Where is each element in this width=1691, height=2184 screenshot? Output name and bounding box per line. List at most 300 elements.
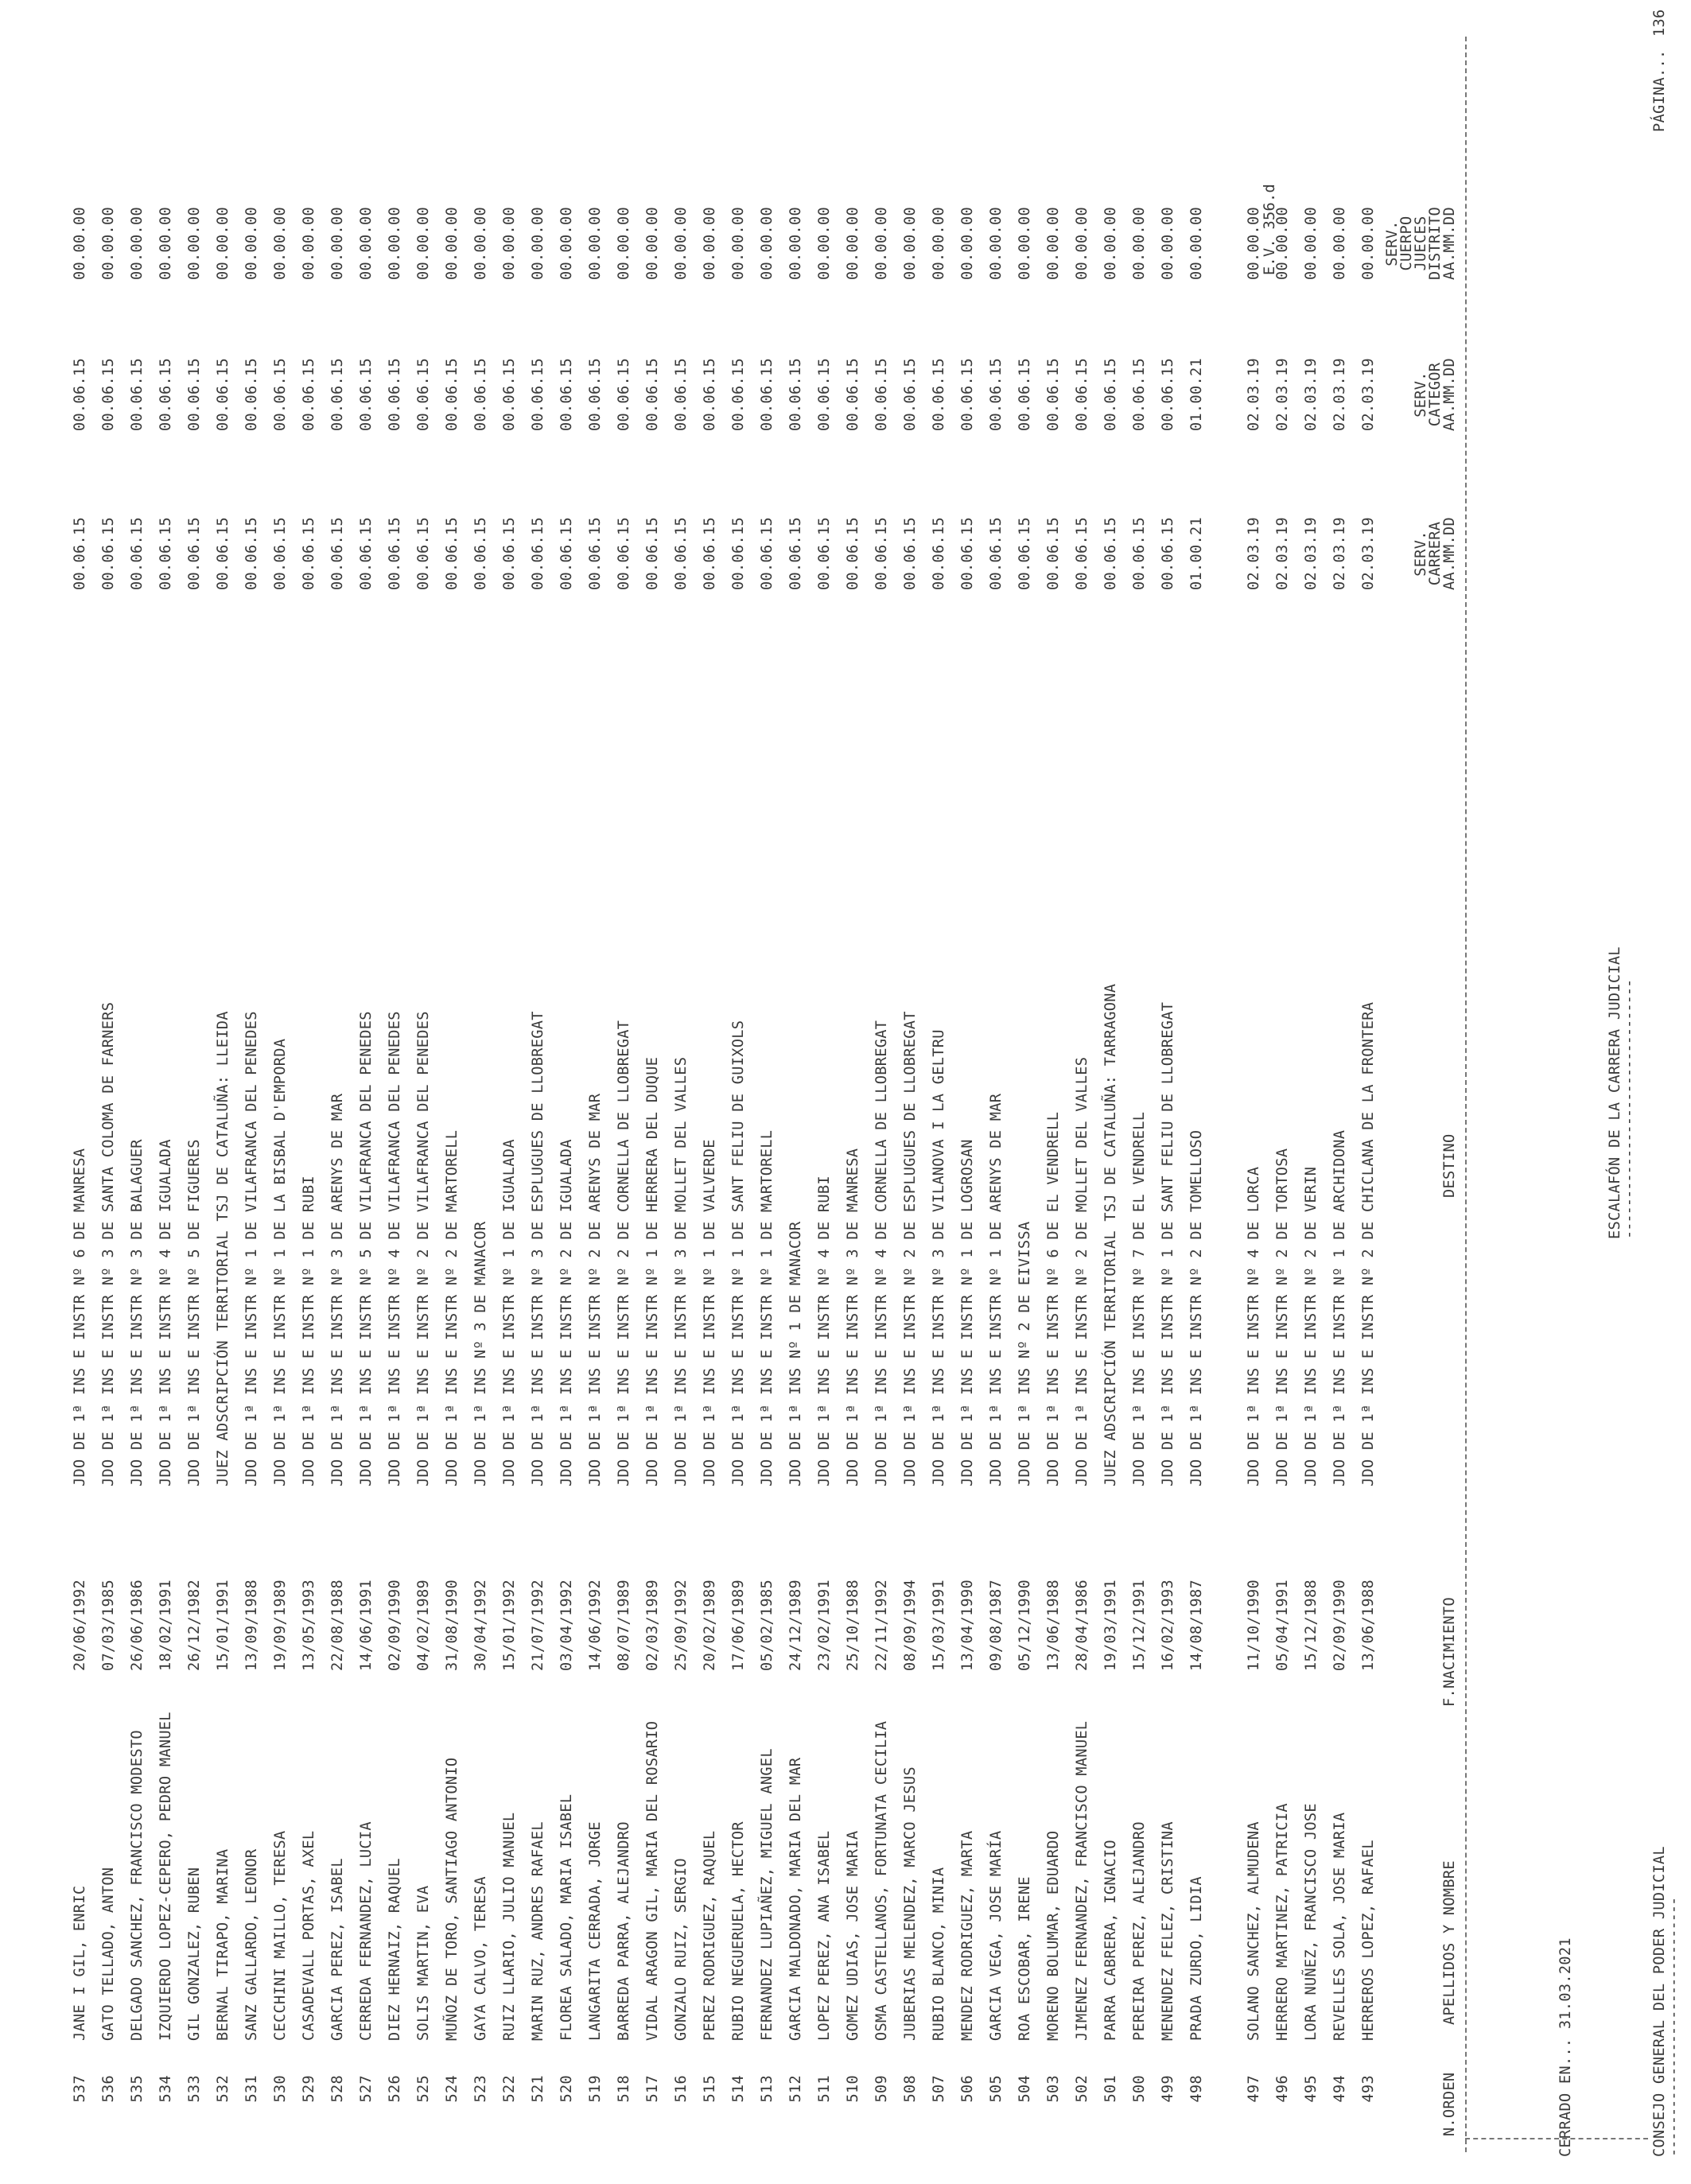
table-row <box>444 0 472 2184</box>
fnac-cell: 17/06/1989 <box>730 1580 747 1671</box>
destino-cell: JUEZ ADSCRIPCIÓN TERRITORIAL TSJ DE CATALUÑA: TARRAGONA <box>1102 983 1119 1486</box>
fnac-cell: 07/03/1985 <box>100 1580 117 1671</box>
destino-cell: JDO DE 1ª INS E INSTR Nº 4 DE CORNELLA DE LLOBREGAT <box>873 1020 890 1486</box>
table-row <box>415 0 444 2184</box>
orden-cell: 516 <box>673 2075 690 2103</box>
destino-cell: JDO DE 1ª INS E INSTR Nº 3 DE MANRESA <box>845 1148 861 1486</box>
table-row <box>1331 0 1360 2184</box>
nombre-cell: OSMA CASTELLANOS, FORTUNATA CECILIA <box>873 1720 890 2041</box>
serv-carrera-cell: 00.06.15 <box>816 517 833 590</box>
table-row <box>1131 0 1160 2184</box>
nombre-cell: SANZ GALLARDO, LEONOR <box>243 1848 260 2041</box>
fnac-cell: 26/12/1982 <box>186 1580 203 1671</box>
destino-cell: JDO DE 1ª INS E INSTR Nº 6 DE EL VENDRELL <box>1045 1111 1062 1486</box>
serv-carrera-cell: 00.06.15 <box>387 517 403 590</box>
serv-carrera-cell: 00.06.15 <box>1102 517 1119 590</box>
serv-categor-cell: 00.06.15 <box>530 358 546 431</box>
serv-categor-cell: 00.06.15 <box>472 358 489 431</box>
table-row <box>845 0 873 2184</box>
serv-categor-cell: 01.00.21 <box>1188 358 1205 431</box>
orden-cell: 503 <box>1045 2075 1062 2103</box>
destino-cell: JDO DE 1ª INS E INSTR Nº 6 DE MANRESA <box>72 1148 88 1486</box>
table-row <box>358 0 387 2184</box>
destino-cell: JDO DE 1ª INS E INSTR Nº 2 DE CHICLANA DE LA FRONTERA <box>1360 1001 1377 1486</box>
destino-cell: JDO DE 1ª INS E INSTR Nº 4 DE RUBI <box>816 1176 833 1486</box>
title-rule: -------------------------------- <box>1621 979 1638 1239</box>
serv-carrera-cell: 00.06.15 <box>873 517 890 590</box>
nombre-cell: HERREROS LOPEZ, RAFAEL <box>1360 1840 1377 2041</box>
nombre-cell: BARREDA PARRA, ALEJANDRO <box>616 1821 632 2041</box>
fnac-cell: 14/08/1987 <box>1188 1580 1205 1671</box>
serv-categor-cell: 00.06.15 <box>444 358 461 431</box>
col-header-destino: DESTINO <box>1441 1133 1458 1198</box>
orden-cell: 499 <box>1160 2075 1176 2103</box>
nombre-cell: MARIN RUZ, ANDRES RAFAEL <box>530 1821 546 2041</box>
serv-categor-cell: 00.06.15 <box>1131 358 1148 431</box>
orden-cell: 529 <box>301 2075 317 2103</box>
serv-cuerpo-cell: 00.00.00 <box>759 207 776 280</box>
destino-cell: JDO DE 1ª INS E INSTR Nº 3 DE SANTA COLOMA DE FARNERS <box>100 1001 117 1486</box>
destino-cell: JDO DE 1ª INS E INSTR Nº 2 DE MARTORELL <box>444 1129 461 1486</box>
nombre-cell: JANE I GIL, ENRIC <box>72 1885 88 2041</box>
destino-cell: JDO DE 1ª INS E INSTR Nº 1 DE VALVERDE <box>702 1139 718 1486</box>
col-header-cuerpo-4: DISTRITO <box>1427 207 1444 280</box>
fnac-cell: 05/02/1985 <box>759 1580 776 1671</box>
serv-cuerpo-cell: 00.00.00 <box>72 207 88 280</box>
table-row <box>157 0 186 2184</box>
serv-categor-cell: 00.06.15 <box>759 358 776 431</box>
row-note: E.V. 356.d <box>1261 184 1278 275</box>
orden-cell: 531 <box>243 2075 260 2103</box>
serv-cuerpo-cell: 00.00.00 <box>959 207 976 280</box>
destino-cell: JDO DE 1ª INS E INSTR Nº 1 DE MARTORELL <box>759 1129 776 1486</box>
destino-cell: JDO DE 1ª INS Nº 2 DE EIVISSA <box>1017 1221 1033 1486</box>
serv-carrera-cell: 00.06.15 <box>358 517 375 590</box>
table-row <box>1360 0 1389 2184</box>
serv-carrera-cell: 02.03.19 <box>1274 517 1291 590</box>
serv-categor-cell: 00.06.15 <box>845 358 861 431</box>
fnac-cell: 03/04/1992 <box>558 1580 575 1671</box>
destino-cell: JDO DE 1ª INS E INSTR Nº 4 DE VILAFRANCA DEL PENEDES <box>387 1011 403 1486</box>
table-row <box>873 0 902 2184</box>
serv-carrera-cell: 00.06.15 <box>616 517 632 590</box>
serv-categor-cell: 00.06.15 <box>558 358 575 431</box>
table-row <box>931 0 959 2184</box>
destino-cell: JDO DE 1ª INS E INSTR Nº 1 DE SANT FELIU DE LLOBREGAT <box>1160 1001 1176 1486</box>
orden-cell: 505 <box>988 2075 1005 2103</box>
serv-cuerpo-cell: 00.00.00 <box>415 207 432 280</box>
serv-cuerpo-cell: 00.00.00 <box>988 207 1005 280</box>
serv-carrera-cell: 01.00.21 <box>1188 517 1205 590</box>
nombre-cell: ROA ESCOBAR, IRENE <box>1017 1876 1033 2041</box>
orden-cell: 520 <box>558 2075 575 2103</box>
page-label: PÁGINA... <box>1651 49 1668 132</box>
nombre-cell: CECCHINI MAILLO, TERESA <box>272 1830 289 2041</box>
serv-cuerpo-cell: 00.00.00 <box>558 207 575 280</box>
nombre-cell: GARCIA VEGA, JOSE MARÍA <box>988 1830 1005 2041</box>
nombre-cell: MENDEZ RODRIGUEZ, MARTA <box>959 1830 976 2041</box>
closed-date: CERRADO EN... 31.03.2021 <box>1557 1937 1574 2157</box>
serv-cuerpo-cell: 00.00.00 <box>301 207 317 280</box>
nombre-cell: FLOREA SALADO, MARIA ISABEL <box>558 1793 575 2041</box>
serv-cuerpo-cell: 00.00.00 <box>902 207 919 280</box>
orden-cell: 501 <box>1102 2075 1119 2103</box>
serv-cuerpo-cell: 00.00.00 <box>1303 207 1320 280</box>
serv-carrera-cell: 00.06.15 <box>272 517 289 590</box>
destino-cell: JDO DE 1ª INS Nº 3 DE MANACOR <box>472 1221 489 1486</box>
org-name: CONSEJO GENERAL DEL PODER JUDICIAL <box>1651 1846 1668 2157</box>
document-title: ESCALAFÓN DE LA CARRERA JUDICIAL <box>1607 946 1623 1239</box>
destino-cell: JDO DE 1ª INS E INSTR Nº 3 DE BALAGUER <box>129 1139 146 1486</box>
orden-cell: 527 <box>358 2075 375 2103</box>
orden-cell: 508 <box>902 2075 919 2103</box>
fnac-cell: 15/01/1992 <box>501 1580 518 1671</box>
serv-carrera-cell: 00.06.15 <box>129 517 146 590</box>
nombre-cell: LANGARITA CERRADA, JORGE <box>587 1821 604 2041</box>
serv-cuerpo-cell: 00.00.00 <box>702 207 718 280</box>
serv-cuerpo-cell: 00.00.00 <box>243 207 260 280</box>
table-row <box>501 0 530 2184</box>
table-row <box>186 0 215 2184</box>
orden-cell: 504 <box>1017 2075 1033 2103</box>
orden-cell: 506 <box>959 2075 976 2103</box>
serv-carrera-cell: 02.03.19 <box>1331 517 1348 590</box>
table-row <box>472 0 501 2184</box>
serv-cuerpo-cell: 00.00.00 <box>845 207 861 280</box>
serv-cuerpo-cell: 00.00.00 <box>816 207 833 280</box>
fnac-cell: 02/03/1989 <box>644 1580 661 1671</box>
serv-categor-cell: 00.06.15 <box>129 358 146 431</box>
nombre-cell: MORENO BOLUMAR, EDUARDO <box>1045 1830 1062 2041</box>
fnac-cell: 19/09/1989 <box>272 1580 289 1671</box>
fnac-cell: 13/06/1988 <box>1360 1580 1377 1671</box>
destino-cell: JDO DE 1ª INS E INSTR Nº 1 DE SANT FELIU DE GUIXOLS <box>730 1020 747 1486</box>
fnac-cell: 08/07/1989 <box>616 1580 632 1671</box>
serv-cuerpo-cell: 00.00.00 <box>215 207 231 280</box>
destino-cell: JDO DE 1ª INS E INSTR Nº 3 DE VILANOVA I LA GELTRU <box>931 1029 947 1486</box>
serv-carrera-cell: 00.06.15 <box>673 517 690 590</box>
serv-cuerpo-cell: 00.00.00 <box>329 207 346 280</box>
serv-categor-cell: 00.06.15 <box>1102 358 1119 431</box>
orden-cell: 534 <box>157 2075 174 2103</box>
nombre-cell: JIMENEZ FERNANDEZ, FRANCISCO MANUEL <box>1074 1720 1090 2041</box>
serv-cuerpo-cell: 00.00.00 <box>673 207 690 280</box>
table-row <box>759 0 787 2184</box>
fnac-cell: 09/08/1987 <box>988 1580 1005 1671</box>
serv-categor-cell: 02.03.19 <box>1274 358 1291 431</box>
header-separator <box>1465 37 1467 2152</box>
serv-cuerpo-cell: 00.00.00 <box>272 207 289 280</box>
serv-carrera-cell: 02.03.19 <box>1246 517 1262 590</box>
table-row <box>1017 0 1045 2184</box>
serv-categor-cell: 00.06.15 <box>329 358 346 431</box>
destino-cell: JDO DE 1ª INS E INSTR Nº 1 DE ARENYS DE MAR <box>988 1093 1005 1486</box>
table-row <box>787 0 816 2184</box>
orden-cell: 537 <box>72 2075 88 2103</box>
fnac-cell: 11/10/1990 <box>1246 1580 1262 1671</box>
destino-cell: JDO DE 1ª INS E INSTR Nº 1 DE ARCHIDONA <box>1331 1129 1348 1486</box>
serv-categor-cell: 00.06.15 <box>873 358 890 431</box>
serv-categor-cell: 00.06.15 <box>902 358 919 431</box>
orden-cell: 510 <box>845 2075 861 2103</box>
nombre-cell: GARCIA MALDONADO, MARIA DEL MAR <box>787 1757 804 2041</box>
destino-cell: JDO DE 1ª INS E INSTR Nº 2 DE IGUALADA <box>558 1139 575 1486</box>
fnac-cell: 25/09/1992 <box>673 1580 690 1671</box>
table-row <box>816 0 845 2184</box>
serv-cuerpo-cell: 00.00.00 <box>100 207 117 280</box>
serv-cuerpo-cell: 00.00.00 <box>501 207 518 280</box>
serv-cuerpo-cell: 00.00.00 <box>1160 207 1176 280</box>
col-header-cuerpo-2: CUERPO <box>1398 216 1415 271</box>
destino-cell: JDO DE 1ª INS E INSTR Nº 5 DE VILAFRANCA DEL PENEDES <box>358 1011 375 1486</box>
table-row <box>1274 0 1303 2184</box>
table-row <box>301 0 329 2184</box>
table-row <box>129 0 157 2184</box>
nombre-cell: MUÑOZ DE TORO, SANTIAGO ANTONIO <box>444 1757 461 2041</box>
destino-cell: JDO DE 1ª INS E INSTR Nº 2 DE MOLLET DEL VALLES <box>1074 1056 1090 1486</box>
destino-cell: JDO DE 1ª INS E INSTR Nº 1 DE HERRERA DEL DUQUE <box>644 1056 661 1486</box>
destino-cell: JDO DE 1ª INS E INSTR Nº 5 DE FIGUERES <box>186 1139 203 1486</box>
col-header-cuerpo-1: SERV. <box>1384 220 1401 266</box>
nombre-cell: DELGADO SANCHEZ, FRANCISCO MODESTO <box>129 1730 146 2041</box>
serv-carrera-cell: 00.06.15 <box>702 517 718 590</box>
serv-categor-cell: 00.06.15 <box>988 358 1005 431</box>
fnac-cell: 22/08/1988 <box>329 1580 346 1671</box>
table-row <box>702 0 730 2184</box>
destino-cell: JDO DE 1ª INS E INSTR Nº 1 DE LOGROSAN <box>959 1139 976 1486</box>
serv-categor-cell: 00.06.15 <box>272 358 289 431</box>
col-header-fnac: F.NACIMIENTO <box>1441 1597 1458 1707</box>
orden-cell: 535 <box>129 2075 146 2103</box>
serv-cuerpo-cell: 00.00.00 <box>1274 207 1291 280</box>
nombre-cell: GONZALO RUIZ, SERGIO <box>673 1858 690 2041</box>
fnac-cell: 15/01/1991 <box>215 1580 231 1671</box>
fnac-cell: 20/02/1989 <box>702 1580 718 1671</box>
fnac-cell: 13/04/1990 <box>959 1580 976 1671</box>
serv-carrera-cell: 00.06.15 <box>1160 517 1176 590</box>
col-header-cuerpo-3: JUECES <box>1413 216 1429 271</box>
table-row <box>100 0 129 2184</box>
serv-carrera-cell: 00.06.15 <box>301 517 317 590</box>
fnac-cell: 05/04/1991 <box>1274 1580 1291 1671</box>
table-row <box>530 0 558 2184</box>
table-row <box>959 0 988 2184</box>
table-row <box>1045 0 1074 2184</box>
nombre-cell: JUBERIAS MELENDEZ, MARCO JESUS <box>902 1766 919 2041</box>
serv-carrera-cell: 00.06.15 <box>100 517 117 590</box>
table-row <box>243 0 272 2184</box>
serv-cuerpo-cell: 00.00.00 <box>787 207 804 280</box>
destino-cell: JDO DE 1ª INS E INSTR Nº 4 DE LORCA <box>1246 1166 1262 1486</box>
fnac-cell: 02/09/1990 <box>387 1580 403 1671</box>
table-row <box>272 0 301 2184</box>
fnac-cell: 02/09/1990 <box>1331 1580 1348 1671</box>
serv-cuerpo-cell: 00.00.00 <box>644 207 661 280</box>
serv-carrera-cell: 00.06.15 <box>243 517 260 590</box>
serv-categor-cell: 00.06.15 <box>301 358 317 431</box>
destino-cell: JDO DE 1ª INS E INSTR Nº 1 DE RUBI <box>301 1176 317 1486</box>
serv-carrera-cell: 00.06.15 <box>902 517 919 590</box>
serv-cuerpo-cell: 00.00.00 <box>387 207 403 280</box>
orden-cell: 536 <box>100 2075 117 2103</box>
fnac-cell: 13/05/1993 <box>301 1580 317 1671</box>
col-header-orden: N.ORDEN <box>1441 2072 1458 2136</box>
fnac-cell: 19/03/1991 <box>1102 1580 1119 1671</box>
destino-cell: JDO DE 1ª INS E INSTR Nº 2 DE ARENYS DE MAR <box>587 1093 604 1486</box>
serv-cuerpo-cell: 00.00.00 <box>873 207 890 280</box>
serv-carrera-cell: 00.06.15 <box>845 517 861 590</box>
orden-cell: 521 <box>530 2075 546 2103</box>
serv-cuerpo-cell: 00.00.00 <box>530 207 546 280</box>
org-rule: -------------------------------- <box>1666 1897 1682 2157</box>
serv-categor-cell: 00.06.15 <box>959 358 976 431</box>
destino-cell: JDO DE 1ª INS E INSTR Nº 2 DE TOMELLOSO <box>1188 1129 1205 1486</box>
serv-cuerpo-cell: 00.00.00 <box>1131 207 1148 280</box>
nombre-cell: LORA NUÑEZ, FRANCISCO JOSE <box>1303 1803 1320 2041</box>
serv-carrera-cell: 00.06.15 <box>1045 517 1062 590</box>
orden-cell: 524 <box>444 2075 461 2103</box>
serv-cuerpo-cell: 00.00.00 <box>1102 207 1119 280</box>
serv-carrera-cell: 00.06.15 <box>186 517 203 590</box>
serv-categor-cell: 00.06.15 <box>787 358 804 431</box>
orden-cell: 519 <box>587 2075 604 2103</box>
serv-carrera-cell: 00.06.15 <box>215 517 231 590</box>
orden-cell: 494 <box>1331 2075 1348 2103</box>
nombre-cell: IZQUIERDO LOPEZ-CEPERO, PEDRO MANUEL <box>157 1712 174 2041</box>
nombre-cell: RUBIO NEGUERUELA, HECTOR <box>730 1821 747 2041</box>
table-row <box>587 0 616 2184</box>
fnac-cell: 25/10/1988 <box>845 1580 861 1671</box>
destino-cell: JDO DE 1ª INS E INSTR Nº 3 DE ARENYS DE MAR <box>329 1093 346 1486</box>
serv-categor-cell: 00.06.15 <box>215 358 231 431</box>
serv-carrera-cell: 00.06.15 <box>472 517 489 590</box>
fnac-cell: 23/02/1991 <box>816 1580 833 1671</box>
serv-categor-cell: 00.06.15 <box>387 358 403 431</box>
serv-cuerpo-cell: 00.00.00 <box>931 207 947 280</box>
table-row <box>558 0 587 2184</box>
serv-categor-cell: 00.06.15 <box>816 358 833 431</box>
serv-cuerpo-cell: 00.00.00 <box>1188 207 1205 280</box>
serv-cuerpo-cell: 00.00.00 <box>587 207 604 280</box>
serv-categor-cell: 00.06.15 <box>186 358 203 431</box>
nombre-cell: PARRA CABRERA, IGNACIO <box>1102 1840 1119 2041</box>
serv-categor-cell: 00.06.15 <box>644 358 661 431</box>
table-row <box>72 0 100 2184</box>
nombre-cell: MENENDEZ FELEZ, CRISTINA <box>1160 1821 1176 2041</box>
orden-cell: 518 <box>616 2075 632 2103</box>
serv-categor-cell: 00.06.15 <box>100 358 117 431</box>
nombre-cell: FERNANDEZ LUPIAÑEZ, MIGUEL ANGEL <box>759 1748 776 2041</box>
orden-cell: 507 <box>931 2075 947 2103</box>
table-row <box>730 0 759 2184</box>
serv-categor-cell: 00.06.15 <box>1074 358 1090 431</box>
serv-carrera-cell: 00.06.15 <box>329 517 346 590</box>
table-row <box>1160 0 1188 2184</box>
serv-categor-cell: 00.06.15 <box>358 358 375 431</box>
destino-cell: JUEZ ADSCRIPCIÓN TERRITORIAL TSJ DE CATALUÑA: LLEIDA <box>215 1011 231 1486</box>
fnac-cell: 20/06/1992 <box>72 1580 88 1671</box>
table-row <box>329 0 358 2184</box>
orden-cell: 496 <box>1274 2075 1291 2103</box>
serv-categor-cell: 00.06.15 <box>157 358 174 431</box>
serv-categor-cell: 02.03.19 <box>1303 358 1320 431</box>
fnac-cell: 31/08/1990 <box>444 1580 461 1671</box>
serv-cuerpo-cell: 00.00.00 <box>1331 207 1348 280</box>
serv-carrera-cell: 00.06.15 <box>444 517 461 590</box>
serv-categor-cell: 00.06.15 <box>730 358 747 431</box>
serv-carrera-cell: 00.06.15 <box>644 517 661 590</box>
fnac-cell: 15/03/1991 <box>931 1580 947 1671</box>
serv-carrera-cell: 00.06.15 <box>787 517 804 590</box>
col-header-carrera-3: AA.MM.DD <box>1441 517 1458 590</box>
fnac-cell: 04/02/1989 <box>415 1580 432 1671</box>
orden-cell: 517 <box>644 2075 661 2103</box>
table-row <box>902 0 931 2184</box>
nombre-cell: CASADEVALL PORTAS, AXEL <box>301 1830 317 2041</box>
serv-categor-cell: 00.06.15 <box>1045 358 1062 431</box>
serv-carrera-cell: 00.06.15 <box>730 517 747 590</box>
col-header-carrera-1: SERV. <box>1413 530 1429 577</box>
nombre-cell: PEREIRA PEREZ, ALEJANDRO <box>1131 1821 1148 2041</box>
serv-cuerpo-cell: 00.00.00 <box>157 207 174 280</box>
destino-cell: JDO DE 1ª INS E INSTR Nº 3 DE MOLLET DEL VALLES <box>673 1056 690 1486</box>
fnac-cell: 13/09/1988 <box>243 1580 260 1671</box>
orden-cell: 512 <box>787 2075 804 2103</box>
serv-cuerpo-cell: 00.00.00 <box>186 207 203 280</box>
fnac-cell: 24/12/1989 <box>787 1580 804 1671</box>
col-header-cuerpo-5: AA.MM.DD <box>1441 207 1458 280</box>
fnac-cell: 05/12/1990 <box>1017 1580 1033 1671</box>
serv-categor-cell: 00.06.15 <box>1017 358 1033 431</box>
fnac-cell: 08/09/1994 <box>902 1580 919 1671</box>
orden-cell: 497 <box>1246 2075 1262 2103</box>
serv-carrera-cell: 00.06.15 <box>959 517 976 590</box>
orden-cell: 523 <box>472 2075 489 2103</box>
serv-cuerpo-cell: 00.00.00 <box>616 207 632 280</box>
serv-carrera-cell: 00.06.15 <box>501 517 518 590</box>
serv-carrera-cell: 00.06.15 <box>1074 517 1090 590</box>
nombre-cell: SOLIS MARTIN, EVA <box>415 1885 432 2041</box>
page-number: 136 <box>1651 9 1668 37</box>
orden-cell: 500 <box>1131 2075 1148 2103</box>
orden-cell: 513 <box>759 2075 776 2103</box>
col-header-categor-3: AA.MM.DD <box>1441 358 1458 431</box>
destino-cell: JDO DE 1ª INS E INSTR Nº 2 DE ESPLUGUES DE LLOBREGAT <box>902 1011 919 1486</box>
col-header-categor-1: SERV. <box>1413 371 1429 418</box>
orden-cell: 509 <box>873 2075 890 2103</box>
serv-categor-cell: 00.06.15 <box>931 358 947 431</box>
nombre-cell: RUIZ LLARIO, JULIO MANUEL <box>501 1812 518 2041</box>
table-row <box>387 0 415 2184</box>
orden-cell: 530 <box>272 2075 289 2103</box>
serv-cuerpo-cell: 00.00.00 <box>1017 207 1033 280</box>
fnac-cell: 14/06/1991 <box>358 1580 375 1671</box>
table-row <box>1074 0 1102 2184</box>
serv-categor-cell: 00.06.15 <box>72 358 88 431</box>
table-row <box>1246 0 1278 2184</box>
serv-categor-cell: 02.03.19 <box>1331 358 1348 431</box>
table-row <box>1303 0 1331 2184</box>
destino-cell: JDO DE 1ª INS E INSTR Nº 4 DE IGUALADA <box>157 1139 174 1486</box>
nombre-cell: HERRERO MARTINEZ, PATRICIA <box>1274 1803 1291 2041</box>
col-header-categor-2: CATEGOR <box>1427 362 1444 427</box>
orden-cell: 525 <box>415 2075 432 2103</box>
fnac-cell: 26/06/1986 <box>129 1580 146 1671</box>
fnac-cell: 21/07/1992 <box>530 1580 546 1671</box>
destino-cell: JDO DE 1ª INS E INSTR Nº 3 DE ESPLUGUES DE LLOBREGAT <box>530 1011 546 1486</box>
nombre-cell: GIL GONZALEZ, RUBEN <box>186 1867 203 2041</box>
serv-categor-cell: 02.03.19 <box>1360 358 1377 431</box>
